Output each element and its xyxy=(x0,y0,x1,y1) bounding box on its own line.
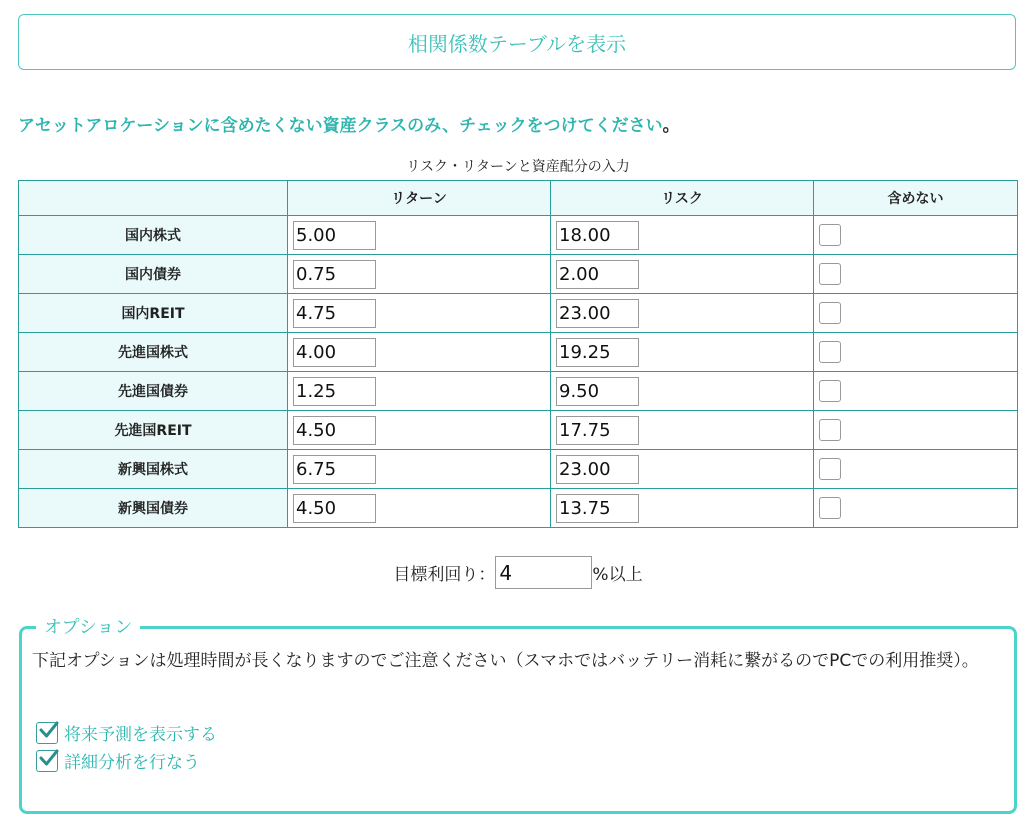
return-cell xyxy=(288,450,551,489)
option-future-forecast-label: 将来予測を表示する xyxy=(64,725,217,745)
exclude-checkbox[interactable] xyxy=(819,419,841,441)
return-input[interactable] xyxy=(293,377,376,406)
return-input[interactable] xyxy=(293,416,376,445)
table-row xyxy=(19,411,1018,450)
exclude-checkbox[interactable] xyxy=(819,380,841,402)
table-caption: リスク・リターンと資産配分の入力 xyxy=(406,159,630,175)
header-return: リターン xyxy=(288,181,551,216)
risk-input[interactable] xyxy=(556,377,639,406)
table-row xyxy=(19,450,1018,489)
options-fieldset xyxy=(19,617,1017,814)
options-legend: オプション xyxy=(36,613,140,639)
checkmark-icon xyxy=(38,747,60,769)
exclude-cell xyxy=(814,411,1018,450)
asset-class-name: 新興国債券 xyxy=(19,489,288,528)
return-cell xyxy=(288,216,551,255)
exclude-cell xyxy=(814,255,1018,294)
asset-class-name: 先進国REIT xyxy=(19,411,288,450)
header-risk: リスク xyxy=(551,181,814,216)
return-input[interactable] xyxy=(293,299,376,328)
exclude-checkbox[interactable] xyxy=(819,497,841,519)
return-cell xyxy=(288,333,551,372)
risk-input[interactable] xyxy=(556,338,639,367)
risk-cell xyxy=(551,372,814,411)
show-correlation-table-button[interactable] xyxy=(18,14,1016,70)
exclude-cell xyxy=(814,333,1018,372)
target-yield-suffix: %以上 xyxy=(592,565,643,585)
table-row xyxy=(19,333,1018,372)
risk-cell xyxy=(551,294,814,333)
asset-class-name: 国内債券 xyxy=(19,255,288,294)
header-blank xyxy=(19,181,288,216)
return-cell xyxy=(288,294,551,333)
risk-input[interactable] xyxy=(556,260,639,289)
return-cell xyxy=(288,255,551,294)
asset-class-name: 国内株式 xyxy=(19,216,288,255)
target-yield-row xyxy=(18,556,1018,589)
asset-class-name: 国内REIT xyxy=(19,294,288,333)
return-input[interactable] xyxy=(293,494,376,523)
option-future-forecast[interactable] xyxy=(36,720,217,745)
asset-class-name: 先進国債券 xyxy=(19,372,288,411)
exclude-cell xyxy=(814,372,1018,411)
risk-return-table xyxy=(18,180,1018,528)
table-row xyxy=(19,372,1018,411)
exclude-checkbox[interactable] xyxy=(819,341,841,363)
risk-cell xyxy=(551,255,814,294)
header-exclude: 含めない xyxy=(814,181,1018,216)
show-correlation-table-label: 相関係数テーブルを表示 xyxy=(407,31,627,56)
return-cell xyxy=(288,489,551,528)
asset-class-name: 先進国株式 xyxy=(19,333,288,372)
risk-cell xyxy=(551,450,814,489)
risk-cell xyxy=(551,411,814,450)
asset-class-name: 新興国株式 xyxy=(19,450,288,489)
option-detailed-analysis-label: 詳細分析を行なう xyxy=(64,753,200,773)
risk-input[interactable] xyxy=(556,455,639,484)
exclude-checkbox[interactable] xyxy=(819,224,841,246)
return-input[interactable] xyxy=(293,260,376,289)
instruction-period: 。 xyxy=(662,116,680,136)
instruction-main: アセットアロケーションに含めたくない資産クラスのみ、チェックをつけてください xyxy=(18,116,663,136)
table-body xyxy=(19,216,1018,528)
exclude-checkbox[interactable] xyxy=(819,458,841,480)
exclude-checkbox[interactable] xyxy=(819,302,841,324)
exclude-cell xyxy=(814,489,1018,528)
risk-input[interactable] xyxy=(556,221,639,250)
options-note: 下記オプションは処理時間が長くなりますのでご注意ください（スマホではバッテリー消耗に繋がるのでPCでの利用推奨）。 xyxy=(32,651,979,671)
risk-input[interactable] xyxy=(556,299,639,328)
table-row xyxy=(19,489,1018,528)
option-detailed-analysis-checkbox[interactable] xyxy=(36,750,58,772)
table-row xyxy=(19,294,1018,333)
risk-cell xyxy=(551,333,814,372)
exclude-checkbox[interactable] xyxy=(819,263,841,285)
option-future-forecast-checkbox[interactable] xyxy=(36,722,58,744)
exclude-cell xyxy=(814,450,1018,489)
risk-cell xyxy=(551,489,814,528)
return-cell xyxy=(288,372,551,411)
return-input[interactable] xyxy=(293,221,376,250)
instruction-text xyxy=(18,111,680,136)
risk-input[interactable] xyxy=(556,494,639,523)
return-cell xyxy=(288,411,551,450)
exclude-cell xyxy=(814,294,1018,333)
target-yield-input[interactable] xyxy=(495,556,592,589)
exclude-cell xyxy=(814,216,1018,255)
target-yield-label: 目標利回り： xyxy=(393,565,496,585)
table-row xyxy=(19,255,1018,294)
risk-cell xyxy=(551,216,814,255)
table-header-row xyxy=(19,181,1018,216)
risk-input[interactable] xyxy=(556,416,639,445)
table-row xyxy=(19,216,1018,255)
option-detailed-analysis[interactable] xyxy=(36,748,200,773)
return-input[interactable] xyxy=(293,338,376,367)
return-input[interactable] xyxy=(293,455,376,484)
checkmark-icon xyxy=(38,719,60,741)
